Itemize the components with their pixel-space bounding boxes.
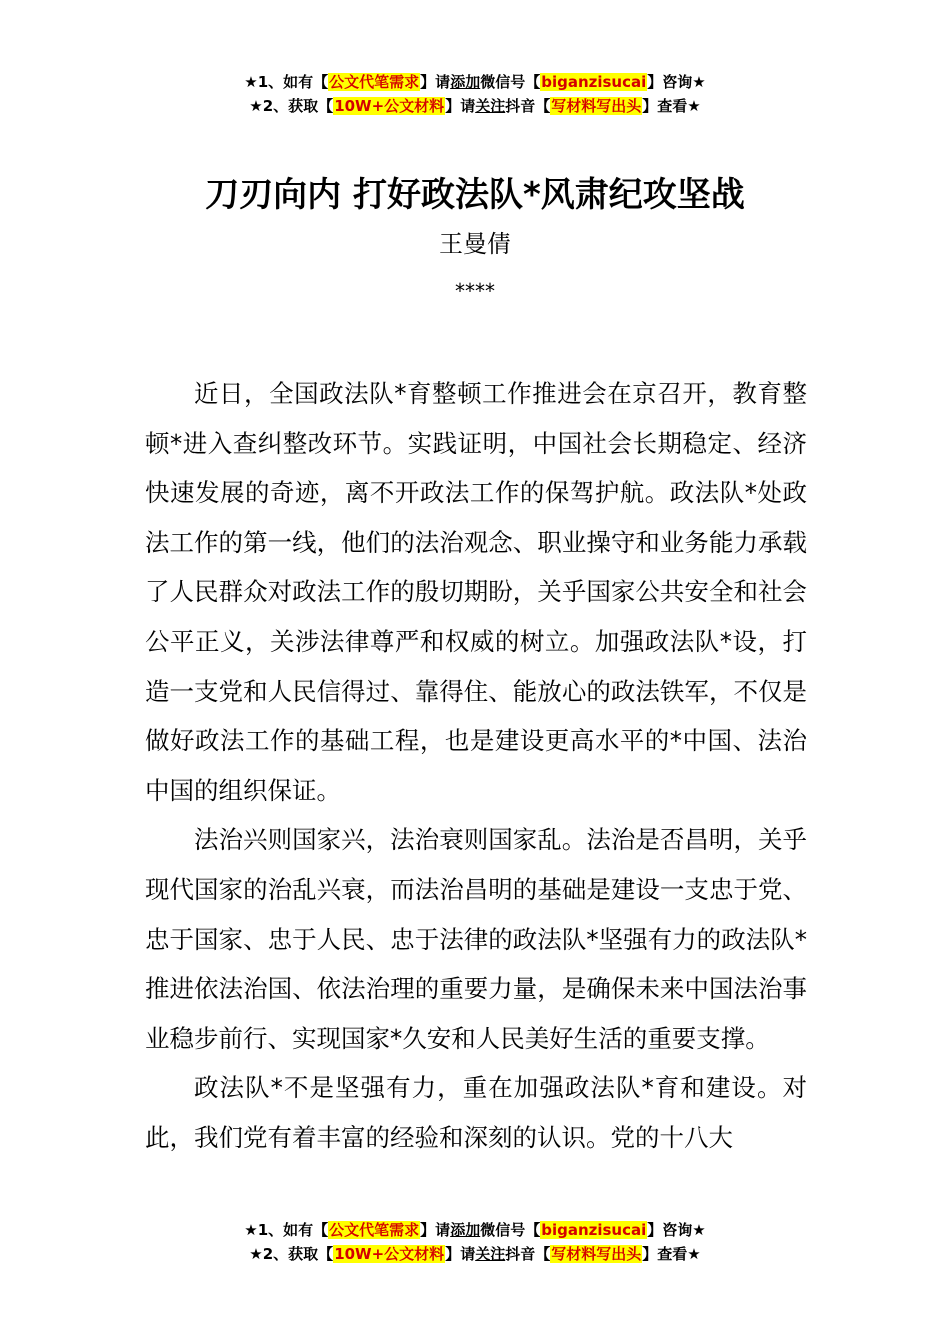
banner-text: 】查看★ [642,1245,701,1263]
body-paragraph: 法治兴则国家兴，法治衰则国家乱。法治是否昌明，关乎现代国家的治乱兴衰，而法治昌明的基础是建设一支忠于党、忠于国家、忠于人民、忠于法律的政法队*坚强有力的政法队*推进依法治国、依法治理的重要力量，是确保未来中国法治事业稳步前行、实现国家*久安和人民美好生活的重要支撑。 [145,825,807,1053]
banner-text: 】请 [445,97,476,115]
banner-text: 抖音【 [505,97,551,115]
banner-highlight: 写材料写出头 [551,97,642,115]
banner-highlight: biganzisucai [541,1221,647,1239]
banner-highlight: 公文代笔需求 [329,1221,420,1239]
body-paragraph: 政法队*不是坚强有力，重在加强政法队*育和建设。对此，我们党有着丰富的经验和深刻的认识。党的十八大 [145,1073,807,1152]
banner-text: 】查看★ [642,97,701,115]
banner-text: ★1、如有【 [244,1221,329,1239]
banner-underline: 关注 [475,97,506,115]
banner-line-2 [0,94,950,118]
banner-text: ★2、获取【 [249,97,334,115]
article-title: 刀刃向内 打好政法队*风肃纪攻坚战 [205,175,745,215]
banner-text: 微信号【 [480,73,541,91]
banner-text: 】咨询★ [647,73,706,91]
banner-text: 】咨询★ [647,1221,706,1239]
article-body [145,369,807,1163]
banner-text: 】请 [445,1245,476,1263]
article-author: 王曼倩 [439,230,511,258]
banner-highlight: 公文代笔需求 [329,73,420,91]
banner-line-1 [0,1218,950,1242]
banner-text: 】请 [420,73,451,91]
banner-line-1 [0,70,950,94]
banner-text: 抖音【 [505,1245,551,1263]
banner-highlight: 10W+公文材料 [334,97,445,115]
banner-highlight: 写材料写出头 [551,1245,642,1263]
banner-underline: 添加 [450,1221,481,1239]
banner-text: 】请 [420,1221,451,1239]
article-unit: **** [455,279,495,303]
banner-line-2 [0,1242,950,1266]
banner-underline: 关注 [475,1245,506,1263]
banner-highlight: 10W+公文材料 [334,1245,445,1263]
banner-text: ★1、如有【 [244,73,329,91]
banner-underline: 添加 [450,73,481,91]
body-paragraph: 近日，全国政法队*育整顿工作推进会在京召开，教育整顿*进入查纠整改环节。实践证明，中国社会长期稳定、经济快速发展的奇迹，离不开政法工作的保驾护航。政法队*处政法工作的第一线，他们的法治观念、职业操守和业务能力承载了人民群众对政法工作的殷切期盼，关乎国家公共安全和社会公平正义，关涉法律尊严和权威的树立。加强政法队*设，打造一支党和人民信得过、靠得住、能放心的政法铁军，不仅是做好政法工作的基础工程，也是建设更高水平的*中国、法治中国的组织保证。 [145,379,807,805]
footer-banner [0,1218,950,1266]
header-banner [0,70,950,118]
banner-text: ★2、获取【 [249,1245,334,1263]
banner-text: 微信号【 [480,1221,541,1239]
banner-highlight: biganzisucai [541,73,647,91]
